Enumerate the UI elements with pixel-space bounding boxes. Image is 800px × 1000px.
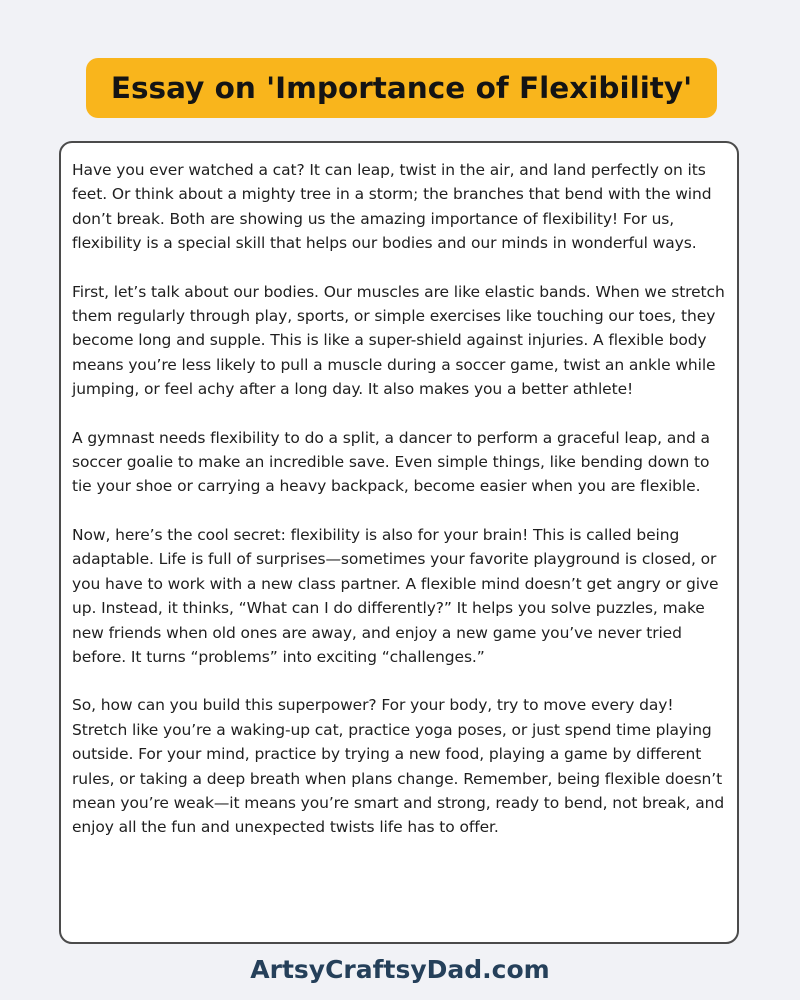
essay-box	[59, 141, 739, 944]
essay-paragraph-2: First, let’s talk about our bodies. Our muscles are like elastic bands. When we stretch them regularly through play, sports, or simple exercises like touching our toes, they become long and supple. This is like a super-shield against injuries. A flexible body means you’re less likely to pull a muscle during a soccer game, twist an ankle while jumping, or feel achy after a long day. It also makes you a better athlete!	[72, 282, 725, 399]
essay-paragraph-5: So, how can you build this superpower? For your body, try to move every day! Stretch like you’re a waking-up cat, practice yoga poses, or just spend time playing outside. For your mind, practice by trying a new food, playing a game by different rules, or taking a deep breath when plans change. Remember, being flexible doesn’t mean you’re weak—it means you’re smart and strong, ready to bend, not break, and enjoy all the fun and unexpected twists life has to offer.	[72, 696, 725, 837]
site-watermark: ArtsyCraftsyDad.com	[250, 955, 550, 984]
essay-paragraph-1: Have you ever watched a cat? It can leap, twist in the air, and land perfectly on its feet. Or think about a mighty tree in a storm; the branches that bend with the wind don’t break. Both are showing us the amazing importance of flexibility! For us, flexibility is a special skill that helps our bodies and our minds in wonderful ways.	[72, 161, 712, 253]
essay-title: Essay on 'Importance of Flexibility'	[110, 71, 693, 105]
essay-paragraph-4: Now, here’s the cool secret: flexibility is also for your brain! This is called being adaptable. Life is full of surprises—sometimes your favorite playground is closed, or you have to work with a new class partner. A flexible mind doesn’t get angry or give up. Instead, it thinks, “What can I do differently?” It helps you solve puzzles, make new friends when old ones are away, and enjoy a new game you’ve never tried before. It turns “problems” into exciting “challenges.”	[72, 525, 719, 666]
essay-paragraph-3: A gymnast needs flexibility to do a split, a dancer to perform a graceful leap, and a soccer goalie to make an incredible save. Even simple things, like bending down to tie your shoe or carrying a heavy backpack, become easier when you are flexible.	[72, 428, 710, 496]
title-banner	[86, 58, 717, 118]
